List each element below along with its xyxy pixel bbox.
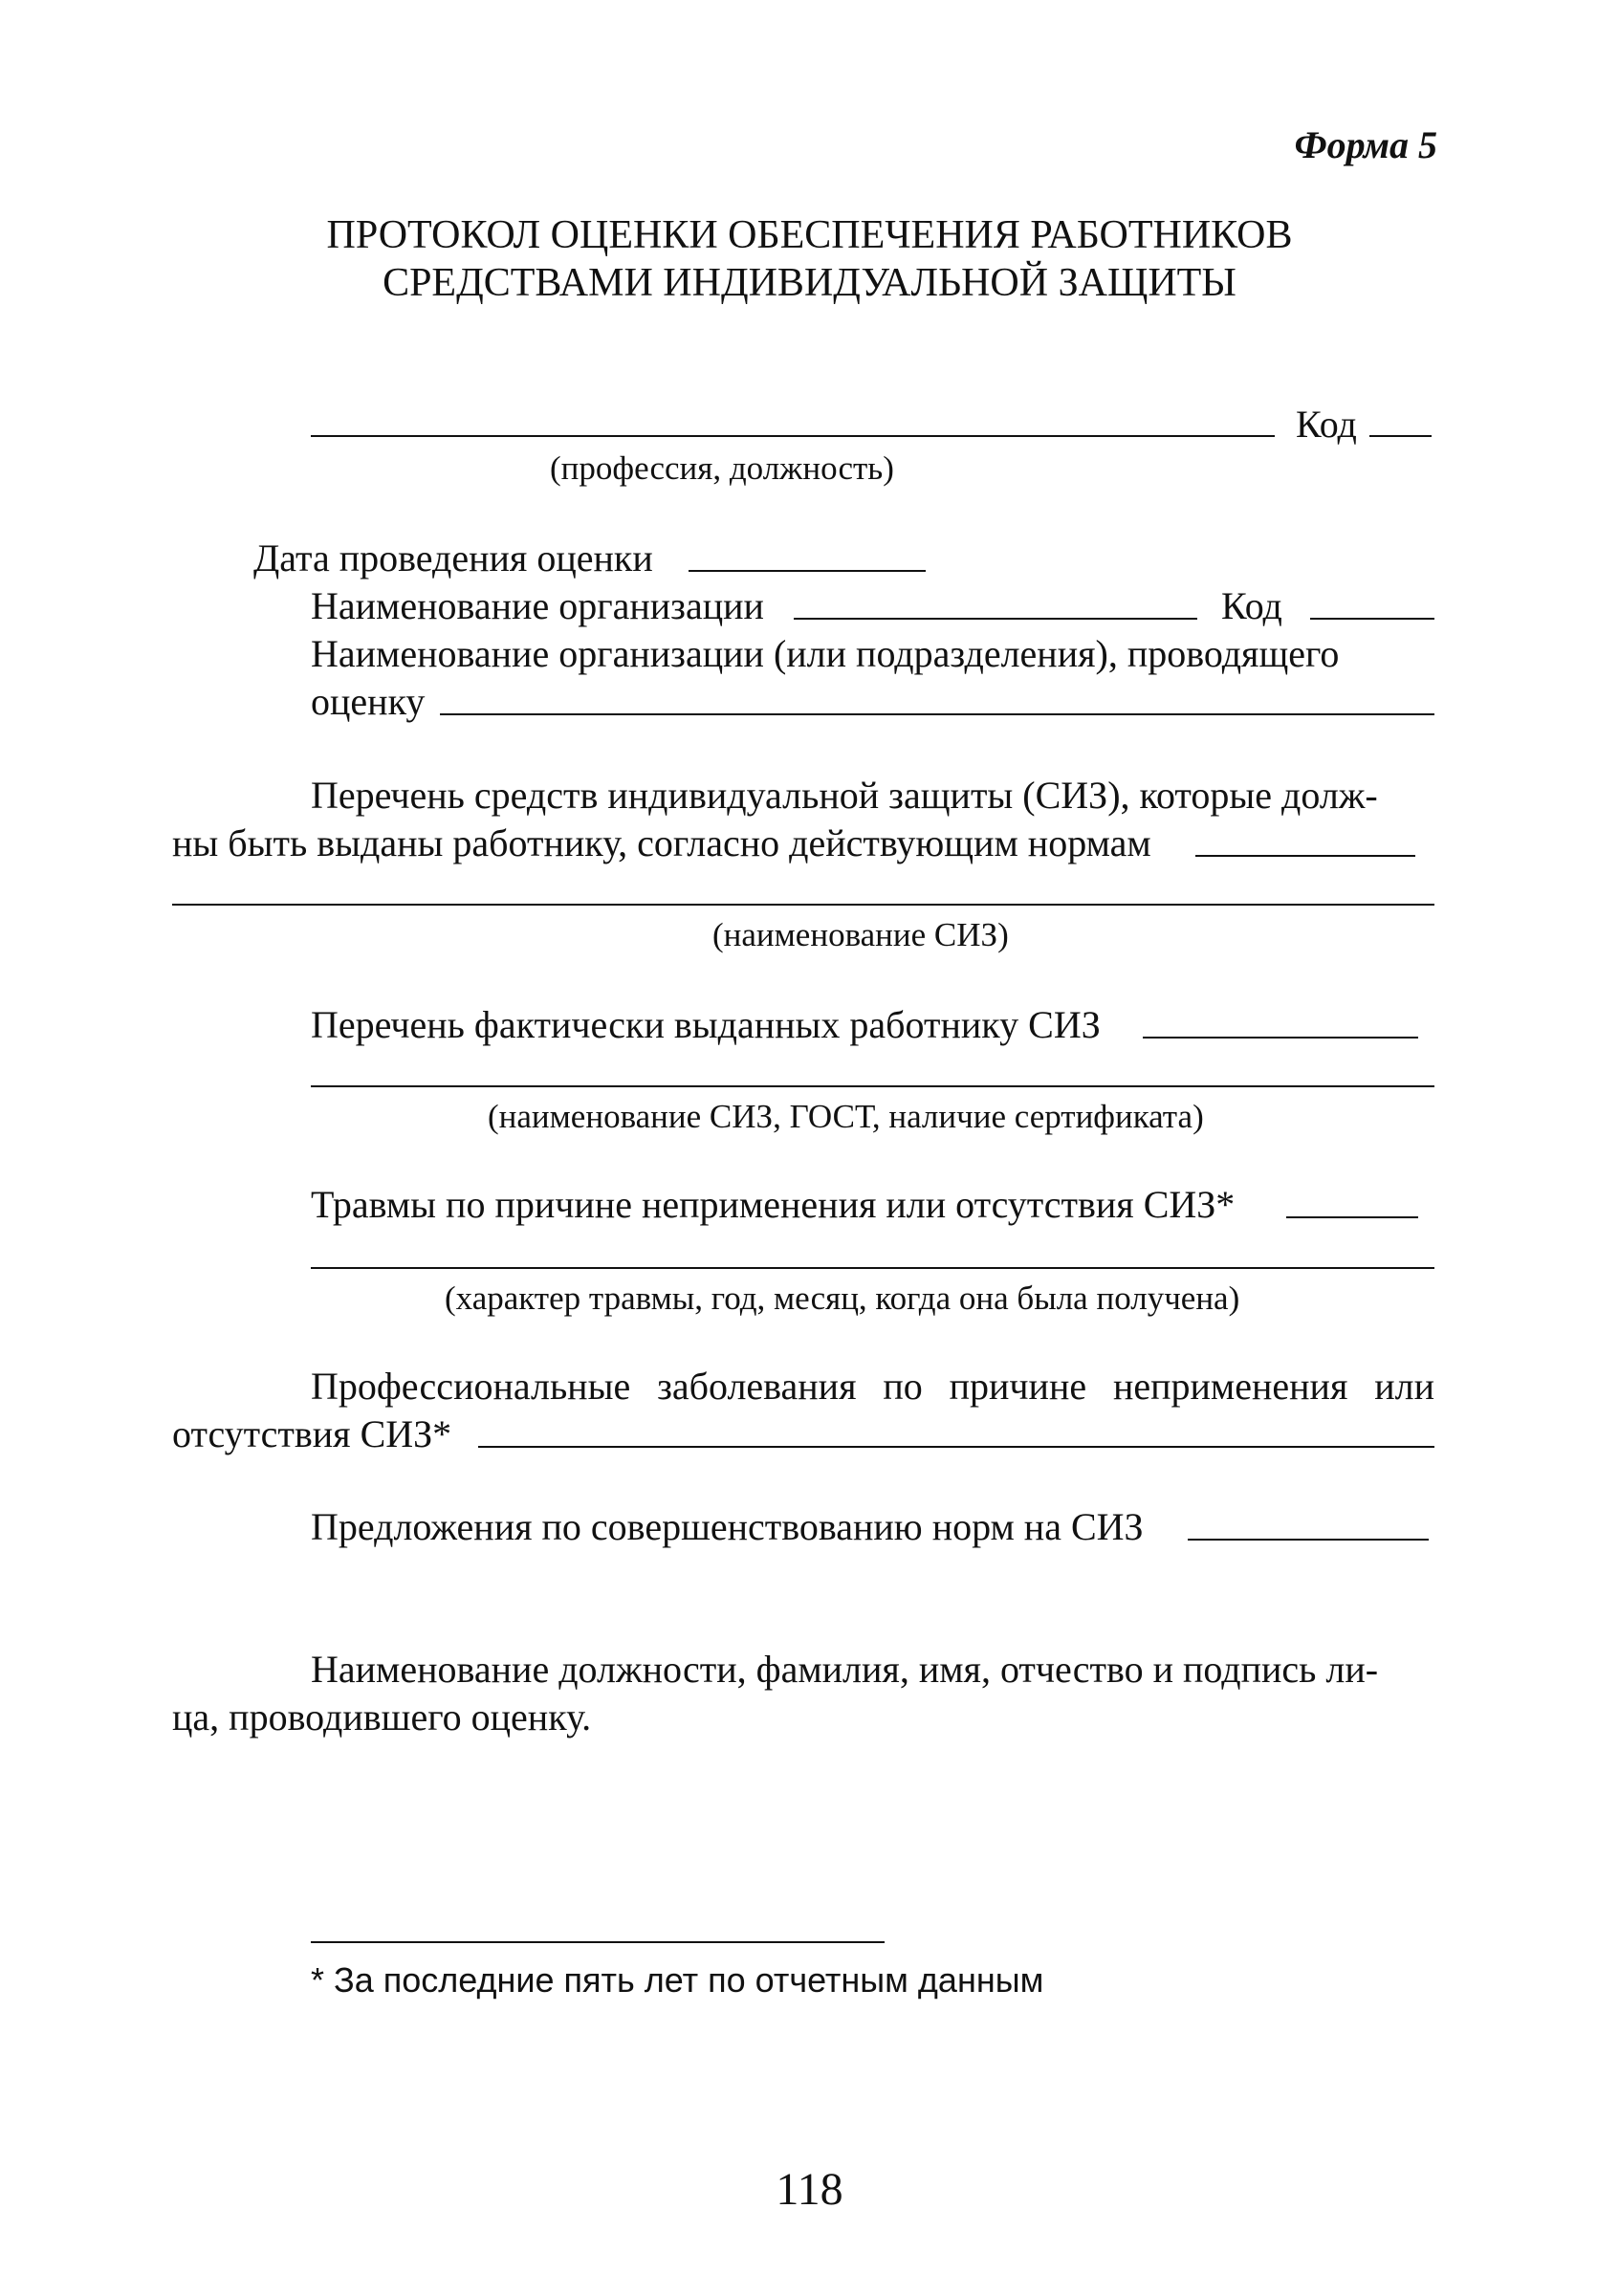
profession-code-field[interactable] <box>1369 435 1432 437</box>
signature-label-line-1: Наименование должности, фамилия, имя, отчество и подпись ли- <box>311 1648 1379 1691</box>
org-label: Наименование организации <box>311 584 764 627</box>
ppe-required-field[interactable] <box>172 904 1434 906</box>
title-line-2: СРЕДСТВАМИ ИНДИВИДУАЛЬНОЙ ЗАЩИТЫ <box>383 261 1236 305</box>
org-field[interactable] <box>794 618 1197 620</box>
injuries-field[interactable] <box>311 1267 1434 1269</box>
ppe-required-caption: (наименование СИЗ) <box>712 916 1009 953</box>
page-number: 118 <box>776 2164 843 2215</box>
ppe-issued-label: Перечень фактически выданных работнику СИЗ <box>311 1003 1101 1046</box>
ppe-issued-field[interactable] <box>311 1085 1434 1087</box>
ppe-issued-caption: (наименование СИЗ, ГОСТ, наличие сертификата) <box>488 1098 1204 1135</box>
diseases-label-line-1: Профессиональные заболевания по причине неприменения или <box>311 1365 1434 1408</box>
footnote: * За последние пять лет по отчетным данным <box>311 1960 1044 2000</box>
org-code-label: Код <box>1221 584 1282 627</box>
date-label: Дата проведения оценки <box>253 536 653 579</box>
assessor-org-field[interactable] <box>440 713 1434 715</box>
footnote-separator <box>311 1941 885 1943</box>
ppe-required-label-line-1: Перечень средств индивидуальной защиты (СИЗ), которые долж- <box>311 774 1378 817</box>
date-field[interactable] <box>689 570 926 572</box>
signature-label-line-2: ца, проводившего оценку. <box>172 1695 592 1738</box>
assessor-org-label-line-2: оценку <box>311 680 426 723</box>
ppe-issued-field-inline[interactable] <box>1143 1037 1418 1039</box>
ppe-required-label-line-2: ны быть выданы работнику, согласно действующим нормам <box>172 821 1151 864</box>
diseases-label-line-2: отсутствия СИЗ* <box>172 1412 452 1455</box>
assessor-org-label-line-1: Наименование организации (или подразделения), проводящего <box>311 632 1340 675</box>
injuries-label: Травмы по причине неприменения или отсутствия СИЗ* <box>311 1183 1236 1226</box>
form-label: Форма 5 <box>1294 123 1437 166</box>
profession-caption: (профессия, должность) <box>550 449 894 487</box>
proposals-field[interactable] <box>1188 1539 1429 1541</box>
diseases-field[interactable] <box>478 1446 1434 1448</box>
org-code-field[interactable] <box>1310 618 1434 620</box>
ppe-required-field-inline[interactable] <box>1195 855 1415 857</box>
injuries-field-inline[interactable] <box>1286 1216 1418 1218</box>
proposals-label: Предложения по совершенствованию норм на СИЗ <box>311 1505 1144 1548</box>
title-line-1: ПРОТОКОЛ ОЦЕНКИ ОБЕСПЕЧЕНИЯ РАБОТНИКОВ <box>326 213 1293 257</box>
injuries-caption: (характер травмы, год, месяц, когда она была получена) <box>445 1279 1240 1317</box>
profession-field[interactable] <box>311 435 1275 437</box>
profession-code-label: Код <box>1296 403 1357 446</box>
